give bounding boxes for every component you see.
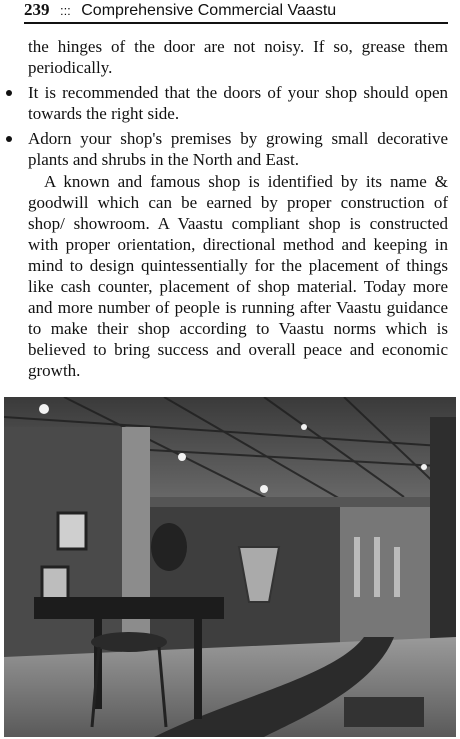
bullet-icon [6,90,12,96]
photo-illustration [4,397,456,737]
bullet-item [28,128,448,170]
body-text [28,36,448,381]
header-separator: ::: [59,3,71,18]
page-number: 239 [24,0,50,19]
continuation-text: the hinges of the door are not noisy. If so, grease them periodically. [28,37,448,77]
book-title: Comprehensive Commercial Vaastu [81,2,337,19]
bullet-item [28,82,448,124]
body-paragraph: A known and famous shop is identified by its name & goodwill which can be earned by proper construction of shop/ showroom. A Vaastu compliant shop is constructed with proper orientation, directional method and keeping in mind to design quintessentially for the placement of things like cash counter, placement of shop material. Today more and more number of people is running after Vaastu guidance to make their shop according to Vaastu norms which is believed to bring success and overall peace and economic growth. [28,172,448,380]
running-header [24,0,448,24]
showroom-interior-photo [4,397,456,737]
bullet-list [28,82,448,170]
bullet-text: It is recommended that the doors of your shop should open towards the right side. [28,83,448,123]
bullet-text: Adorn your shop's premises by growing small decorative plants and shrubs in the North and East. [28,129,448,169]
bullet-icon [6,136,12,142]
